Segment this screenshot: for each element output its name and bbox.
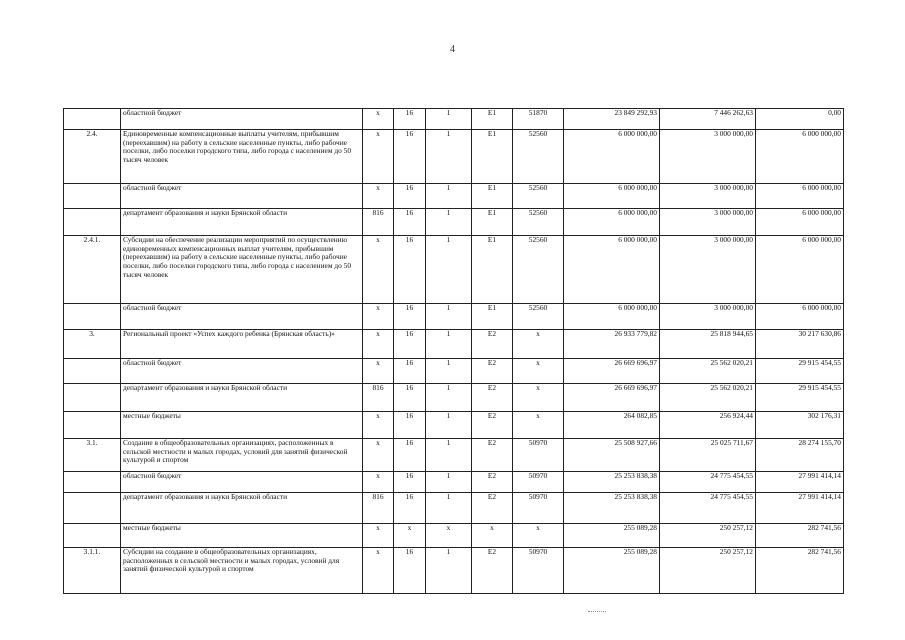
amount-year-1: 25 508 927,66 — [564, 439, 660, 472]
amount-year-1: 26 669 696,97 — [564, 384, 660, 412]
code-project: E2 — [472, 493, 513, 524]
code-direction: 51870 — [513, 109, 564, 130]
code-direction: 50970 — [513, 472, 564, 493]
table-row — [64, 524, 844, 548]
code-subprogram: x — [426, 524, 472, 548]
row-name: Создание в общеобразовательных организациях, расположенных в сельской местности и малых городах, условий для занятий физической культурой и спортом — [121, 439, 363, 472]
amount-year-2: 25 025 711,67 — [660, 439, 756, 472]
amount-year-2: 250 257,12 — [660, 524, 756, 548]
amount-year-3: 29 915 454,55 — [756, 359, 844, 384]
code-program: 16 — [394, 130, 426, 184]
row-name: департамент образования и науки Брянской области — [121, 384, 363, 412]
code-program: 16 — [394, 236, 426, 304]
amount-year-1: 255 089,28 — [564, 548, 660, 594]
table-row — [64, 184, 844, 209]
amount-year-1: 6 000 000,00 — [564, 304, 660, 330]
row-name: Единовременные компенсационные выплаты учителям, прибывшим (переехавшим) на работу в сельские населенные пункты, либо рабочие поселки, либо поселки городского типа, либо города с населением до 50 тысяч человек — [121, 130, 363, 184]
code-project: E1 — [472, 109, 513, 130]
table-row — [64, 439, 844, 472]
row-name: областной бюджет — [121, 109, 363, 130]
row-name: Субсидии на обеспечение реализации мероприятий по осуществлению единовременных компенсационных выплат учителям, прибывшим (переехавшим) на работу в сельские населенные пункты, либо рабочие поселки, либо поселки городского типа, либо города с населением до 50 тысяч человек — [121, 236, 363, 304]
row-name: местные бюджеты — [121, 412, 363, 439]
table-row — [64, 412, 844, 439]
code-grbs: x — [363, 109, 394, 130]
row-number — [64, 304, 121, 330]
code-direction: 50970 — [513, 548, 564, 594]
amount-year-1: 6 000 000,00 — [564, 130, 660, 184]
amount-year-1: 23 849 292,93 — [564, 109, 660, 130]
code-direction: 50970 — [513, 439, 564, 472]
amount-year-1: 255 089,28 — [564, 524, 660, 548]
row-number — [64, 384, 121, 412]
code-program: 16 — [394, 184, 426, 209]
amount-year-2: 3 000 000,00 — [660, 304, 756, 330]
code-direction: x — [513, 359, 564, 384]
amount-year-2: 25 562 020,21 — [660, 359, 756, 384]
amount-year-3: 282 741,56 — [756, 548, 844, 594]
code-direction: 52560 — [513, 236, 564, 304]
code-subprogram: 1 — [426, 130, 472, 184]
amount-year-3: 0,00 — [756, 109, 844, 130]
code-subprogram: 1 — [426, 304, 472, 330]
row-name: Региональный проект «Успех каждого ребенка (Брянская область)» — [121, 330, 363, 359]
amount-year-1: 26 669 696,97 — [564, 359, 660, 384]
row-number — [64, 359, 121, 384]
code-grbs: x — [363, 548, 394, 594]
code-project: x — [472, 524, 513, 548]
table-row — [64, 109, 844, 130]
amount-year-3: 6 000 000,00 — [756, 304, 844, 330]
code-project: E2 — [472, 384, 513, 412]
code-project: E2 — [472, 330, 513, 359]
amount-year-2: 3 000 000,00 — [660, 130, 756, 184]
code-subprogram: 1 — [426, 493, 472, 524]
code-grbs: 816 — [363, 209, 394, 236]
code-project: E1 — [472, 184, 513, 209]
code-subprogram: 1 — [426, 384, 472, 412]
code-project: E2 — [472, 412, 513, 439]
table-row — [64, 304, 844, 330]
table-row — [64, 236, 844, 304]
code-grbs: x — [363, 304, 394, 330]
code-program: 16 — [394, 384, 426, 412]
row-name: областной бюджет — [121, 359, 363, 384]
code-grbs: x — [363, 472, 394, 493]
code-subprogram: 1 — [426, 184, 472, 209]
amount-year-3: 302 176,31 — [756, 412, 844, 439]
row-number — [64, 493, 121, 524]
code-project: E2 — [472, 359, 513, 384]
scan-mark — [588, 611, 606, 612]
row-name: департамент образования и науки Брянской области — [121, 493, 363, 524]
code-direction: x — [513, 524, 564, 548]
code-direction: x — [513, 412, 564, 439]
code-program: 16 — [394, 304, 426, 330]
code-direction: 52560 — [513, 184, 564, 209]
row-number: 2.4. — [64, 130, 121, 184]
table-row — [64, 384, 844, 412]
table-row — [64, 330, 844, 359]
page-number: 4 — [450, 44, 455, 55]
amount-year-1: 25 253 838,38 — [564, 472, 660, 493]
amount-year-3: 6 000 000,00 — [756, 130, 844, 184]
code-grbs: x — [363, 524, 394, 548]
code-direction: 50970 — [513, 493, 564, 524]
code-program: 16 — [394, 439, 426, 472]
code-program: 16 — [394, 109, 426, 130]
row-number — [64, 109, 121, 130]
amount-year-3: 6 000 000,00 — [756, 209, 844, 236]
table-row — [64, 359, 844, 384]
row-number: 2.4.1. — [64, 236, 121, 304]
row-number: 3.1.1. — [64, 548, 121, 594]
code-program: 16 — [394, 472, 426, 493]
table-row — [64, 130, 844, 184]
amount-year-2: 7 446 262,63 — [660, 109, 756, 130]
code-subprogram: 1 — [426, 359, 472, 384]
table-row — [64, 472, 844, 493]
amount-year-2: 24 775 454,55 — [660, 472, 756, 493]
amount-year-1: 6 000 000,00 — [564, 184, 660, 209]
amount-year-3: 6 000 000,00 — [756, 184, 844, 209]
amount-year-1: 25 253 838,38 — [564, 493, 660, 524]
code-subprogram: 1 — [426, 439, 472, 472]
code-project: E1 — [472, 209, 513, 236]
amount-year-1: 26 933 779,82 — [564, 330, 660, 359]
amount-year-2: 3 000 000,00 — [660, 236, 756, 304]
code-direction: x — [513, 330, 564, 359]
row-number — [64, 412, 121, 439]
row-number — [64, 472, 121, 493]
table-row — [64, 548, 844, 594]
row-number — [64, 524, 121, 548]
code-subprogram: 1 — [426, 472, 472, 493]
code-project: E1 — [472, 130, 513, 184]
code-program: 16 — [394, 493, 426, 524]
amount-year-3: 27 991 414,14 — [756, 493, 844, 524]
amount-year-3: 6 000 000,00 — [756, 236, 844, 304]
code-subprogram: 1 — [426, 109, 472, 130]
table-row — [64, 493, 844, 524]
amount-year-1: 6 000 000,00 — [564, 236, 660, 304]
amount-year-3: 29 915 454,55 — [756, 384, 844, 412]
code-direction: 52560 — [513, 304, 564, 330]
code-grbs: x — [363, 359, 394, 384]
code-subprogram: 1 — [426, 236, 472, 304]
amount-year-2: 25 562 020,21 — [660, 384, 756, 412]
amount-year-2: 25 818 944,65 — [660, 330, 756, 359]
budget-table — [63, 108, 844, 594]
code-project: E2 — [472, 472, 513, 493]
code-grbs: 816 — [363, 384, 394, 412]
row-name: областной бюджет — [121, 304, 363, 330]
code-project: E2 — [472, 548, 513, 594]
code-program: 16 — [394, 209, 426, 236]
amount-year-1: 264 082,85 — [564, 412, 660, 439]
row-number: 3.1. — [64, 439, 121, 472]
amount-year-3: 30 217 630,86 — [756, 330, 844, 359]
code-program: x — [394, 524, 426, 548]
amount-year-2: 250 257,12 — [660, 548, 756, 594]
code-subprogram: 1 — [426, 209, 472, 236]
code-program: 16 — [394, 330, 426, 359]
code-grbs: 816 — [363, 493, 394, 524]
row-number — [64, 209, 121, 236]
code-grbs: x — [363, 330, 394, 359]
amount-year-2: 256 924,44 — [660, 412, 756, 439]
code-project: E1 — [472, 236, 513, 304]
code-grbs: x — [363, 412, 394, 439]
code-grbs: x — [363, 130, 394, 184]
amount-year-3: 27 991 414,14 — [756, 472, 844, 493]
code-project: E1 — [472, 304, 513, 330]
row-name: департамент образования и науки Брянской области — [121, 209, 363, 236]
row-name: областной бюджет — [121, 184, 363, 209]
row-name: местные бюджеты — [121, 524, 363, 548]
code-grbs: x — [363, 439, 394, 472]
code-grbs: x — [363, 184, 394, 209]
table-row — [64, 209, 844, 236]
code-grbs: x — [363, 236, 394, 304]
amount-year-2: 3 000 000,00 — [660, 184, 756, 209]
code-project: E2 — [472, 439, 513, 472]
code-subprogram: 1 — [426, 548, 472, 594]
code-subprogram: 1 — [426, 412, 472, 439]
code-direction: x — [513, 384, 564, 412]
amount-year-1: 6 000 000,00 — [564, 209, 660, 236]
code-program: 16 — [394, 548, 426, 594]
amount-year-2: 3 000 000,00 — [660, 209, 756, 236]
code-program: 16 — [394, 359, 426, 384]
code-direction: 52560 — [513, 130, 564, 184]
amount-year-3: 28 274 155,70 — [756, 439, 844, 472]
row-name: Субсидии на создание в общеобразовательных организациях, расположенных в сельской местности и малых городах, условий для занятий физической культурой и спортом — [121, 548, 363, 594]
amount-year-2: 24 775 454,55 — [660, 493, 756, 524]
row-number: 3. — [64, 330, 121, 359]
code-program: 16 — [394, 412, 426, 439]
row-name: областной бюджет — [121, 472, 363, 493]
code-subprogram: 1 — [426, 330, 472, 359]
code-direction: 52560 — [513, 209, 564, 236]
amount-year-3: 282 741,56 — [756, 524, 844, 548]
row-number — [64, 184, 121, 209]
